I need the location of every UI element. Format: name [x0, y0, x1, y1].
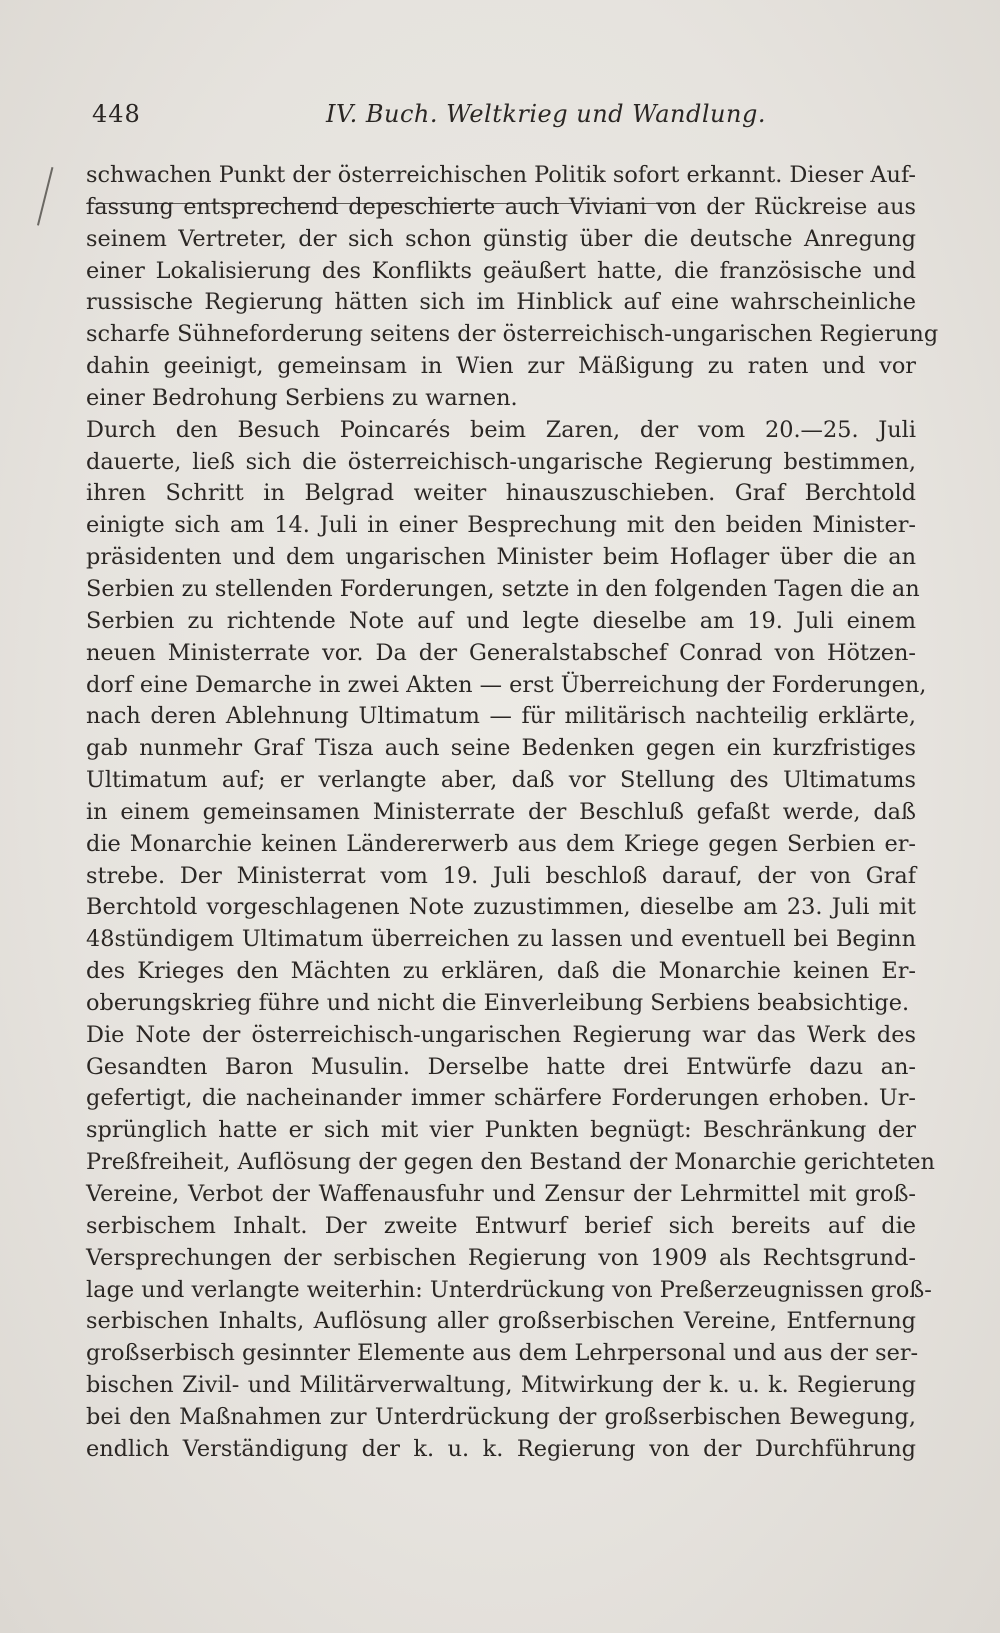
text-line: dahin geeinigt, gemeinsam in Wien zur Mäßigung zu raten und vor	[86, 353, 916, 380]
text-line: Berchtold vorgeschlagenen Note zuzustimmen, dieselbe am 23. Juli mit	[86, 894, 916, 921]
text-line: Serbien zu stellenden Forderungen, setzte in den folgenden Tagen die an	[86, 575, 920, 602]
text-line: die Monarchie keinen Ländererwerb aus dem Kriege gegen Serbien er-	[86, 830, 916, 857]
text-line: großserbisch gesinnter Elemente aus dem Lehrpersonal und aus der ser-	[86, 1340, 919, 1367]
text-line: einer Bedrohung Serbiens zu warnen.	[86, 384, 518, 411]
text-line: 48stündigem Ultimatum überreichen zu lassen und eventuell bei Beginn	[86, 926, 916, 953]
text-line: endlich Verständigung der k. u. k. Regierung von der Durchführung	[86, 1435, 916, 1462]
text-line: bei den Maßnahmen zur Unterdrückung der großserbischen Bewegung,	[86, 1403, 916, 1430]
text-line: Preßfreiheit, Auflösung der gegen den Bestand der Monarchie gerichteten	[86, 1149, 935, 1176]
text-line: Ultimatum auf; er verlangte aber, daß vor Stellung des Ultimatums	[86, 767, 916, 794]
text-line: einer Lokalisierung des Konflikts geäußert hatte, die französische und	[86, 257, 916, 284]
body-text	[86, 160, 939, 1466]
text-line: Die Note der österreichisch-ungarischen Regierung war das Werk des	[86, 1021, 916, 1048]
text-line: Durch den Besuch Poincarés beim Zaren, der vom 20.—25. Juli	[86, 416, 916, 443]
text-line: serbischen Inhalts, Auflösung aller großserbischen Vereine, Entfernung	[86, 1308, 916, 1335]
text-line: dorf eine Demarche in zwei Akten — erst Überreichung der Forderungen,	[86, 671, 927, 698]
text-line: ihren Schritt in Belgrad weiter hinauszuschieben. Graf Berchtold	[86, 480, 916, 507]
text-line: des Krieges den Mächten zu erklären, daß die Monarchie keinen Er-	[86, 958, 916, 985]
chapter-title: IV. Buch. Weltkrieg und Wandlung.	[326, 100, 766, 128]
text-line: Vereine, Verbot der Waffenausfuhr und Zensur der Lehrmittel mit groß-	[86, 1181, 916, 1207]
text-line: oberungskrieg führe und nicht die Einverleibung Serbiens beabsichtige.	[86, 989, 910, 1016]
text-line: einigte sich am 14. Juli in einer Besprechung mit den beiden Minister-	[86, 512, 916, 539]
text-line: strebe. Der Ministerrat vom 19. Juli beschloß darauf, der von Graf	[86, 862, 916, 889]
text-line: russische Regierung hätten sich im Hinblick auf eine wahrscheinliche	[86, 289, 916, 316]
margin-pencil-mark	[37, 167, 67, 229]
text-line: nach deren Ablehnung Ultimatum — für militärisch nachteilig erklärte,	[86, 703, 916, 730]
text-line: gefertigt, die nacheinander immer schärfere Forderungen erhoben. Ur-	[86, 1085, 916, 1112]
text-line: Gesandten Baron Musulin. Derselbe hatte drei Entwürfe dazu an-	[86, 1053, 916, 1080]
text-line: bischen Zivil- und Militärverwaltung, Mitwirkung der k. u. k. Regierung	[86, 1372, 916, 1399]
text-line: scharfe Sühneforderung seitens der österreichisch-ungarischen Regierung	[86, 321, 939, 348]
text-line: präsidenten und dem ungarischen Minister beim Hoflager über die an	[86, 544, 916, 571]
text-line: in einem gemeinsamen Ministerrate der Beschluß gefaßt werde, daß	[86, 798, 916, 825]
text-line: serbischem Inhalt. Der zweite Entwurf berief sich bereits auf die	[86, 1212, 916, 1239]
text-line: dauerte, ließ sich die österreichisch-ungarische Regierung bestimmen,	[86, 448, 916, 475]
text-line: fassung entsprechend depeschierte auch Viviani von der Rückreise aus	[86, 193, 916, 220]
page-number: 448	[92, 100, 141, 128]
text-line: schwachen Punkt der österreichischen Politik sofort erkannt. Dieser Auf-	[86, 162, 916, 188]
text-line: neuen Ministerrate vor. Da der Generalstabschef Conrad von Hötzen-	[86, 639, 916, 666]
text-line: Versprechungen der serbischen Regierung von 1909 als Rechtsgrund-	[86, 1244, 916, 1271]
text-line: sprünglich hatte er sich mit vier Punkten begnügt: Beschränkung der	[86, 1117, 916, 1144]
running-head	[86, 100, 916, 140]
text-line: seinem Vertreter, der sich schon günstig über die deutsche Anregung	[86, 225, 916, 252]
text-line: Serbien zu richtende Note auf und legte dieselbe am 19. Juli einem	[86, 607, 916, 634]
text-line: gab nunmehr Graf Tisza auch seine Bedenken gegen ein kurzfristiges	[86, 735, 916, 762]
text-line: lage und verlangte weiterhin: Unterdrückung von Preßerzeugnissen groß-	[86, 1276, 932, 1303]
